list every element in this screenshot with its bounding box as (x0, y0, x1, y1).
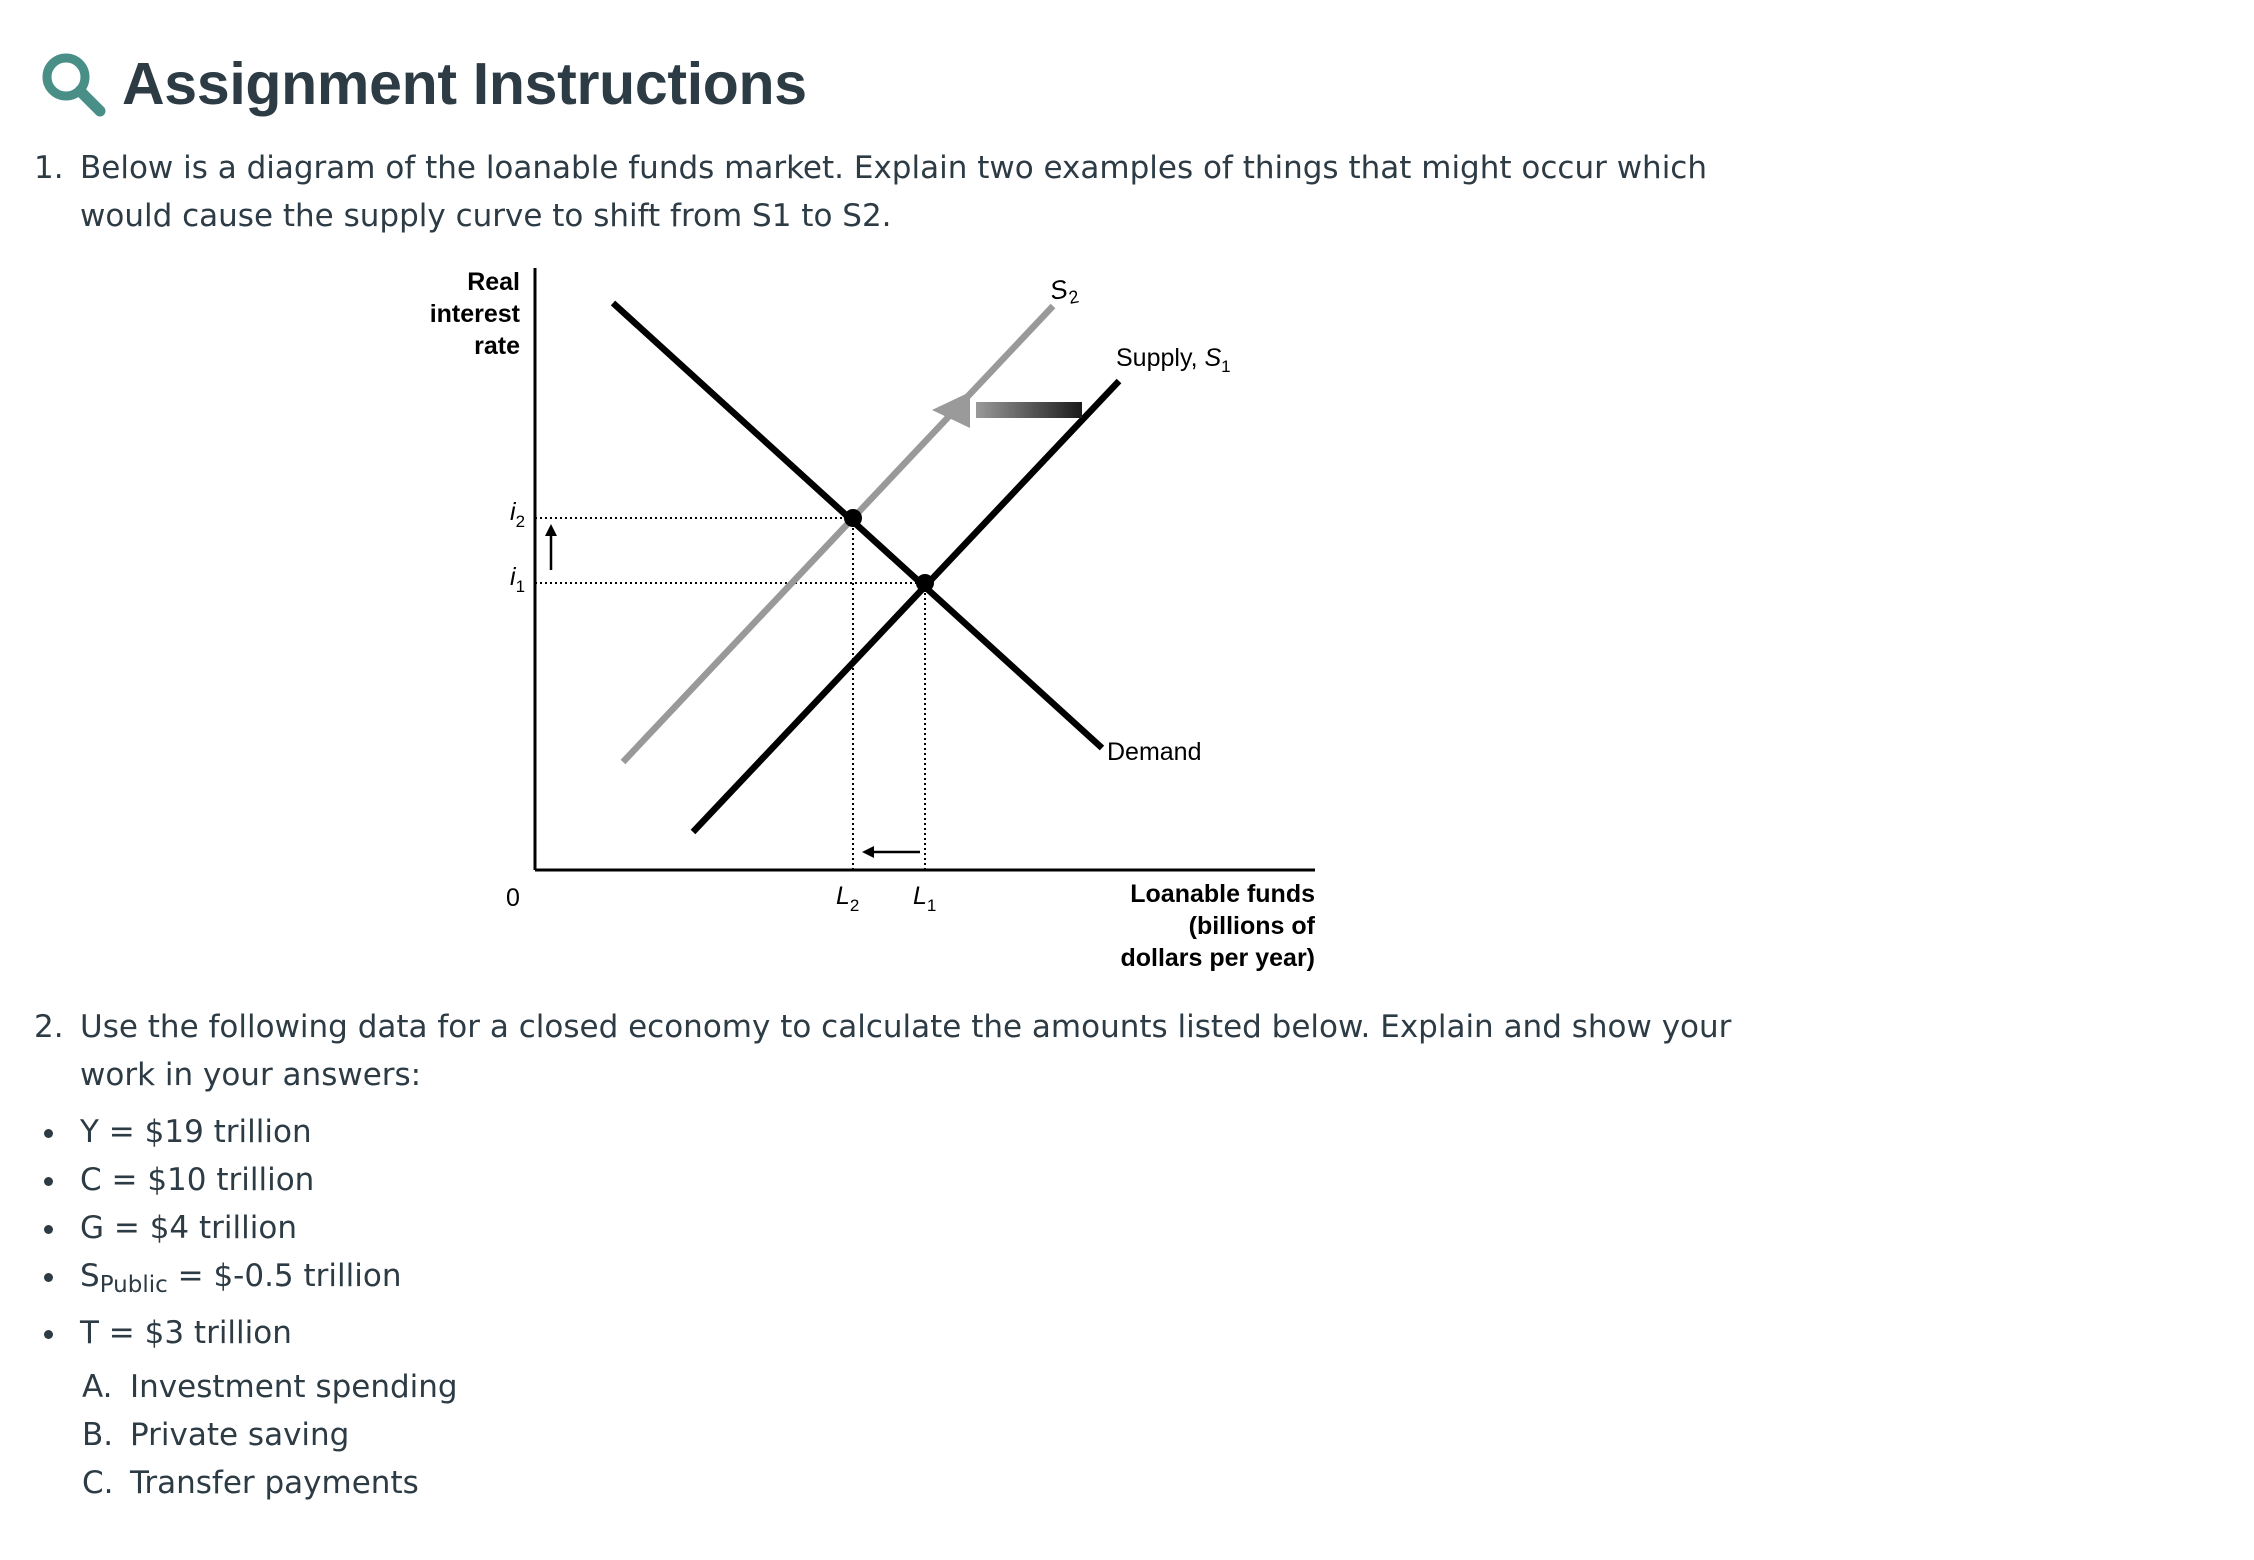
y-axis-label-line1: Real (467, 268, 520, 296)
l1-label: $L_1$ (913, 882, 937, 915)
question-1-number: 1. (34, 150, 64, 186)
l2-label: $L_2$ (836, 882, 860, 915)
list-item: $S_{Public}$ = $-0.5 trillion (34, 1252, 401, 1309)
origin-label: 0 (506, 884, 520, 912)
demand-label: Demand (1107, 738, 1202, 766)
quantity-decrease-arrow (862, 846, 920, 858)
y-axis-label-line2: interest (429, 300, 520, 328)
list-item: C. Transfer payments (82, 1465, 419, 1501)
y-axis-label-line3: rate (474, 332, 520, 360)
x-axis-label-line3: dollars per year) (1120, 944, 1315, 972)
equilibrium-point-2 (844, 509, 862, 527)
magnifier-icon (38, 49, 108, 119)
answer-list (82, 1363, 458, 1507)
list-item: Y = $19 trillion (34, 1108, 401, 1156)
s1-label: Supply, $S_1$ (1116, 344, 1231, 376)
list-item: B. Private saving (82, 1417, 350, 1453)
s2-label: $S_2$ (1047, 273, 1081, 308)
interest-rise-arrow (545, 524, 557, 570)
i1-label: $i_1$ (510, 563, 526, 596)
i2-label: $i_2$ (510, 498, 526, 531)
question-2-text: Use the following data for a closed economy to calculate the amounts listed below. Explain and show your work in your answers: (80, 1009, 1732, 1093)
x-axis-label-line1: Loanable funds (1130, 880, 1315, 908)
equilibrium-point-1 (916, 574, 934, 592)
title-row (38, 44, 807, 124)
supply-s1-curve (693, 381, 1119, 832)
question-2-number: 2. (34, 1009, 64, 1045)
x-axis-label-line2: (billions of (1188, 912, 1315, 940)
loanable-funds-diagram (410, 258, 1360, 990)
page-title: Assignment Instructions (122, 51, 807, 117)
supply-shift-arrow (932, 392, 1082, 428)
data-list (34, 1108, 401, 1357)
list-item: C = $10 trillion (34, 1156, 401, 1204)
list-item: A. Investment spending (82, 1369, 458, 1405)
list-item: T = $3 trillion (34, 1309, 401, 1357)
question-1-text: Below is a diagram of the loanable funds market. Explain two examples of things that might occur which would cause the supply curve to shift from S1 to S2. (80, 150, 1708, 234)
list-item: G = $4 trillion (34, 1204, 401, 1252)
